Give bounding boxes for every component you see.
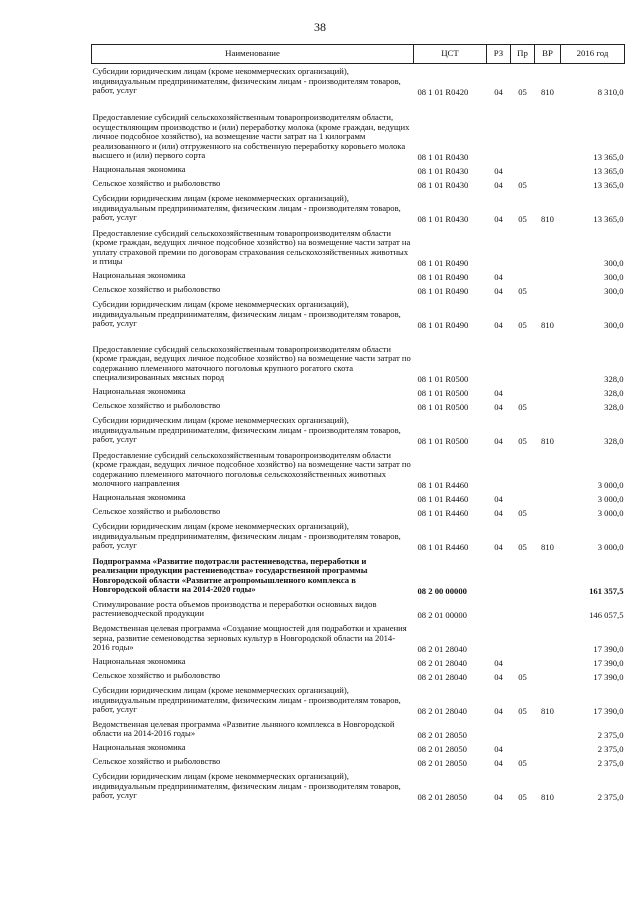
cell-amount: 3 000,0	[597, 508, 624, 519]
cell-pr	[511, 331, 535, 385]
header-rz: РЗ	[487, 45, 511, 64]
table-row	[92, 413, 625, 447]
cell-vr	[535, 385, 561, 399]
cell-vr	[535, 225, 561, 269]
cell-vr: 810	[541, 87, 554, 98]
cell-pr	[511, 385, 535, 399]
cell-amount: 13 365,0	[593, 214, 624, 225]
table-row	[92, 621, 625, 655]
table-row	[92, 163, 625, 177]
cell-cst: 08 1 01 R4460	[417, 542, 469, 553]
cell-pr: 05	[518, 180, 527, 191]
table-row	[92, 191, 625, 225]
cell-vr: 810	[541, 436, 554, 447]
header-name: Наименование	[92, 45, 414, 64]
cell-name: Субсидии юридическим лицам (кроме некоммерческих организаций), индивидуальным предпринимателям, физическим лицам - производителям товаров, работ, услуг	[92, 685, 401, 715]
cell-pr: 05	[518, 792, 527, 803]
cell-cst: 08 2 00 00000	[417, 586, 467, 597]
cell-pr	[511, 741, 535, 755]
cell-name: Национальная экономика	[92, 386, 186, 397]
cell-rz	[487, 621, 511, 655]
cell-pr: 05	[518, 214, 527, 225]
cell-cst: 08 1 01 R0430	[417, 166, 469, 177]
cell-cst: 08 1 01 R0430	[417, 180, 469, 191]
cell-rz	[487, 717, 511, 741]
cell-rz: 04	[494, 494, 503, 505]
cell-rz: 04	[494, 87, 503, 98]
cell-cst: 08 1 01 R0430	[417, 214, 469, 225]
cell-vr	[535, 669, 561, 683]
cell-vr	[535, 505, 561, 519]
cell-rz: 04	[494, 744, 503, 755]
cell-cst: 08 1 01 R0420	[417, 87, 469, 98]
cell-cst: 08 1 01 R0490	[417, 286, 469, 297]
cell-amount: 17 390,0	[593, 658, 624, 669]
cell-name: Национальная экономика	[92, 742, 186, 753]
table-row	[92, 491, 625, 505]
cell-cst: 08 1 01 R4460	[417, 494, 469, 505]
cell-amount: 328,0	[604, 436, 624, 447]
cell-vr	[535, 98, 561, 163]
table-row	[92, 755, 625, 769]
cell-pr	[511, 491, 535, 505]
cell-amount: 2 375,0	[597, 758, 624, 769]
cell-vr	[535, 399, 561, 413]
cell-cst: 08 2 01 28040	[417, 706, 467, 717]
table-row	[92, 519, 625, 553]
cell-vr	[535, 553, 561, 597]
cell-vr: 810	[541, 214, 554, 225]
cell-pr	[511, 269, 535, 283]
cell-cst: 08 2 01 00000	[417, 610, 467, 621]
cell-cst: 08 2 01 28050	[417, 758, 467, 769]
cell-amount: 328,0	[604, 402, 624, 413]
cell-pr: 05	[518, 542, 527, 553]
cell-rz: 04	[494, 706, 503, 717]
table-body	[92, 64, 625, 804]
cell-cst: 08 1 01 R0430	[417, 152, 469, 163]
cell-cst: 08 1 01 R0500	[417, 374, 469, 385]
cell-rz	[487, 225, 511, 269]
cell-cst: 08 2 01 28050	[417, 730, 467, 741]
budget-table	[91, 44, 625, 803]
table-row	[92, 597, 625, 621]
cell-vr: 810	[541, 792, 554, 803]
cell-pr: 05	[518, 87, 527, 98]
cell-amount: 17 390,0	[593, 672, 624, 683]
table-row	[92, 741, 625, 755]
cell-vr	[535, 331, 561, 385]
cell-rz: 04	[494, 320, 503, 331]
cell-rz: 04	[494, 758, 503, 769]
cell-amount: 300,0	[604, 272, 624, 283]
cell-pr: 05	[518, 758, 527, 769]
cell-name: Национальная экономика	[92, 492, 186, 503]
table-header-row	[92, 45, 625, 64]
header-year: 2016 год	[561, 45, 625, 64]
table-row	[92, 269, 625, 283]
cell-rz	[487, 331, 511, 385]
cell-name: Национальная экономика	[92, 656, 186, 667]
header-vr: ВР	[535, 45, 561, 64]
cell-pr	[511, 163, 535, 177]
table-row	[92, 655, 625, 669]
cell-vr: 810	[541, 706, 554, 717]
cell-rz: 04	[494, 388, 503, 399]
cell-pr: 05	[518, 508, 527, 519]
table-row	[92, 669, 625, 683]
cell-amount: 2 375,0	[597, 744, 624, 755]
cell-rz: 04	[494, 792, 503, 803]
cell-amount: 300,0	[604, 286, 624, 297]
cell-name: Национальная экономика	[92, 270, 186, 281]
table-row	[92, 385, 625, 399]
cell-vr	[535, 283, 561, 297]
cell-vr: 810	[541, 320, 554, 331]
cell-cst: 08 1 01 R0490	[417, 320, 469, 331]
cell-name: Сельское хозяйство и рыболовство	[92, 178, 221, 189]
cell-cst: 08 1 01 R0500	[417, 388, 469, 399]
cell-amount: 328,0	[604, 388, 624, 399]
cell-name: Предоставление субсидий сельскохозяйственным товаропроизводителям области (кроме граждан, ведущих личное подсобное хозяйство) на возмещение части затрат по содержанию племенного маточного поголовья крупного рогатого скота специализированных мясных пород	[92, 343, 411, 383]
cell-name: Предоставление субсидий сельскохозяйственным товаропроизводителям области, осуществляющим производство и (или) переработку молока (кроме граждан, ведущих личное подсобное хозяйство), на возмещение части затрат на 1 килограмм реализованного и (или) отгруженного на собственную переработку коровьего молока высшего и (или) первого сорта	[92, 112, 410, 161]
cell-cst: 08 2 01 28040	[417, 672, 467, 683]
cell-cst: 08 1 01 R0500	[417, 402, 469, 413]
cell-rz: 04	[494, 166, 503, 177]
cell-amount: 17 390,0	[593, 706, 624, 717]
table-row	[92, 505, 625, 519]
cell-vr	[535, 491, 561, 505]
cell-rz: 04	[494, 508, 503, 519]
cell-name: Субсидии юридическим лицам (кроме некоммерческих организаций), индивидуальным предпринимателям, физическим лицам - производителям товаров, работ, услуг	[92, 299, 401, 329]
header-cst: ЦСТ	[414, 45, 487, 64]
table-row	[92, 447, 625, 491]
cell-rz: 04	[494, 286, 503, 297]
cell-amount: 13 365,0	[593, 166, 624, 177]
cell-pr	[511, 553, 535, 597]
cell-name: Предоставление субсидий сельскохозяйственным товаропроизводителям области (кроме граждан, ведущих личное подсобное хозяйство) на возмещение части затрат на уплату страховой премии по договорам страхования сельскохозяйственных животных и птицы	[92, 227, 411, 267]
cell-vr	[535, 269, 561, 283]
cell-name: Стимулирование роста объемов производства и переработки основных видов растениеводческой продукции	[92, 598, 377, 619]
table-row	[92, 769, 625, 803]
cell-pr	[511, 98, 535, 163]
cell-pr: 05	[518, 706, 527, 717]
cell-rz	[487, 447, 511, 491]
cell-name: Сельское хозяйство и рыболовство	[92, 284, 221, 295]
cell-cst: 08 2 01 28050	[417, 744, 467, 755]
cell-amount: 146 057,5	[589, 610, 624, 621]
cell-cst: 08 1 01 R4460	[417, 480, 469, 491]
cell-rz: 04	[494, 672, 503, 683]
cell-vr	[535, 163, 561, 177]
cell-name: Субсидии юридическим лицам (кроме некоммерческих организаций), индивидуальным предпринимателям, физическим лицам - производителям товаров, работ, услуг	[92, 193, 401, 223]
cell-rz: 04	[494, 214, 503, 225]
table-row	[92, 683, 625, 717]
cell-vr	[535, 447, 561, 491]
cell-amount: 17 390,0	[593, 644, 624, 655]
cell-name: Субсидии юридическим лицам (кроме некоммерческих организаций), индивидуальным предпринимателям, физическим лицам - производителям товаров, работ, услуг	[92, 521, 401, 551]
cell-amount: 300,0	[604, 320, 624, 331]
table-row	[92, 98, 625, 163]
cell-pr	[511, 621, 535, 655]
cell-cst: 08 2 01 28050	[417, 792, 467, 803]
cell-amount: 2 375,0	[597, 730, 624, 741]
cell-vr: 810	[541, 542, 554, 553]
cell-vr	[535, 741, 561, 755]
cell-vr	[535, 177, 561, 191]
cell-amount: 300,0	[604, 258, 624, 269]
cell-rz: 04	[494, 180, 503, 191]
cell-name: Подпрограмма «Развитие подотрасли растениеводства, переработки и реализации продукции растениеводства» государственной программы Новгородской области «Развитие агропромышленного комплекса в Новгородской области на 2014-2020 годы»	[92, 555, 368, 595]
table-row	[92, 399, 625, 413]
table-row	[92, 553, 625, 597]
table-row	[92, 283, 625, 297]
cell-pr	[511, 225, 535, 269]
cell-rz: 04	[494, 272, 503, 283]
cell-name: Сельское хозяйство и рыболовство	[92, 670, 221, 681]
cell-name: Сельское хозяйство и рыболовство	[92, 506, 221, 517]
cell-rz	[487, 597, 511, 621]
cell-cst: 08 1 01 R4460	[417, 508, 469, 519]
cell-amount: 2 375,0	[597, 792, 624, 803]
cell-name: Субсидии юридическим лицам (кроме некоммерческих организаций), индивидуальным предпринимателям, физическим лицам - производителям товаров, работ, услуг	[92, 771, 401, 801]
cell-vr	[535, 597, 561, 621]
cell-amount: 328,0	[604, 374, 624, 385]
cell-amount: 3 000,0	[597, 542, 624, 553]
cell-vr	[535, 621, 561, 655]
cell-vr	[535, 655, 561, 669]
cell-amount: 161 357,5	[589, 586, 624, 597]
cell-cst: 08 1 01 R0490	[417, 258, 469, 269]
cell-pr	[511, 447, 535, 491]
table-row	[92, 331, 625, 385]
cell-vr	[535, 755, 561, 769]
cell-amount: 13 365,0	[593, 180, 624, 191]
cell-amount: 3 000,0	[597, 480, 624, 491]
cell-name: Ведомственная целевая программа «Развитие льняного комплекса в Новгородской области на 2014-2016 годы»	[92, 718, 395, 739]
cell-rz	[487, 553, 511, 597]
table-row	[92, 64, 625, 99]
table-row	[92, 717, 625, 741]
cell-rz: 04	[494, 542, 503, 553]
cell-rz: 04	[494, 402, 503, 413]
cell-name: Национальная экономика	[92, 164, 186, 175]
cell-amount: 13 365,0	[593, 152, 624, 163]
cell-pr: 05	[518, 286, 527, 297]
cell-cst: 08 2 01 28040	[417, 658, 467, 669]
cell-rz: 04	[494, 658, 503, 669]
cell-vr	[535, 717, 561, 741]
cell-pr	[511, 655, 535, 669]
cell-pr	[511, 597, 535, 621]
cell-rz: 04	[494, 436, 503, 447]
cell-cst: 08 1 01 R0490	[417, 272, 469, 283]
cell-amount: 3 000,0	[597, 494, 624, 505]
cell-name: Сельское хозяйство и рыболовство	[92, 756, 221, 767]
cell-pr: 05	[518, 402, 527, 413]
cell-name: Сельское хозяйство и рыболовство	[92, 400, 221, 411]
header-pr: Пр	[511, 45, 535, 64]
cell-name: Субсидии юридическим лицам (кроме некоммерческих организаций), индивидуальным предпринимателям, физическим лицам - производителям товаров, работ, услуг	[92, 66, 401, 96]
cell-pr: 05	[518, 672, 527, 683]
cell-cst: 08 2 01 28040	[417, 644, 467, 655]
cell-amount: 8 310,0	[597, 87, 624, 98]
table-row	[92, 297, 625, 331]
table-row	[92, 225, 625, 269]
page-number: 38	[314, 20, 326, 34]
table-row	[92, 177, 625, 191]
cell-pr: 05	[518, 436, 527, 447]
cell-pr	[511, 717, 535, 741]
cell-pr: 05	[518, 320, 527, 331]
cell-rz	[487, 98, 511, 163]
cell-name: Ведомственная целевая программа «Создание мощностей для подработки и хранения зерна, развитие семеноводства зерновых культур в Новгородской области на 2014-2016 годы»	[92, 623, 407, 653]
cell-name: Субсидии юридическим лицам (кроме некоммерческих организаций), индивидуальным предпринимателям, физическим лицам - производителям товаров, работ, услуг	[92, 415, 401, 445]
cell-name: Предоставление субсидий сельскохозяйственным товаропроизводителям области (кроме граждан, ведущих личное подсобное хозяйство) на возмещение части затрат по содержанию племенного маточного поголовья сельскохозяйственных животных молочного направления	[92, 449, 411, 489]
cell-cst: 08 1 01 R0500	[417, 436, 469, 447]
